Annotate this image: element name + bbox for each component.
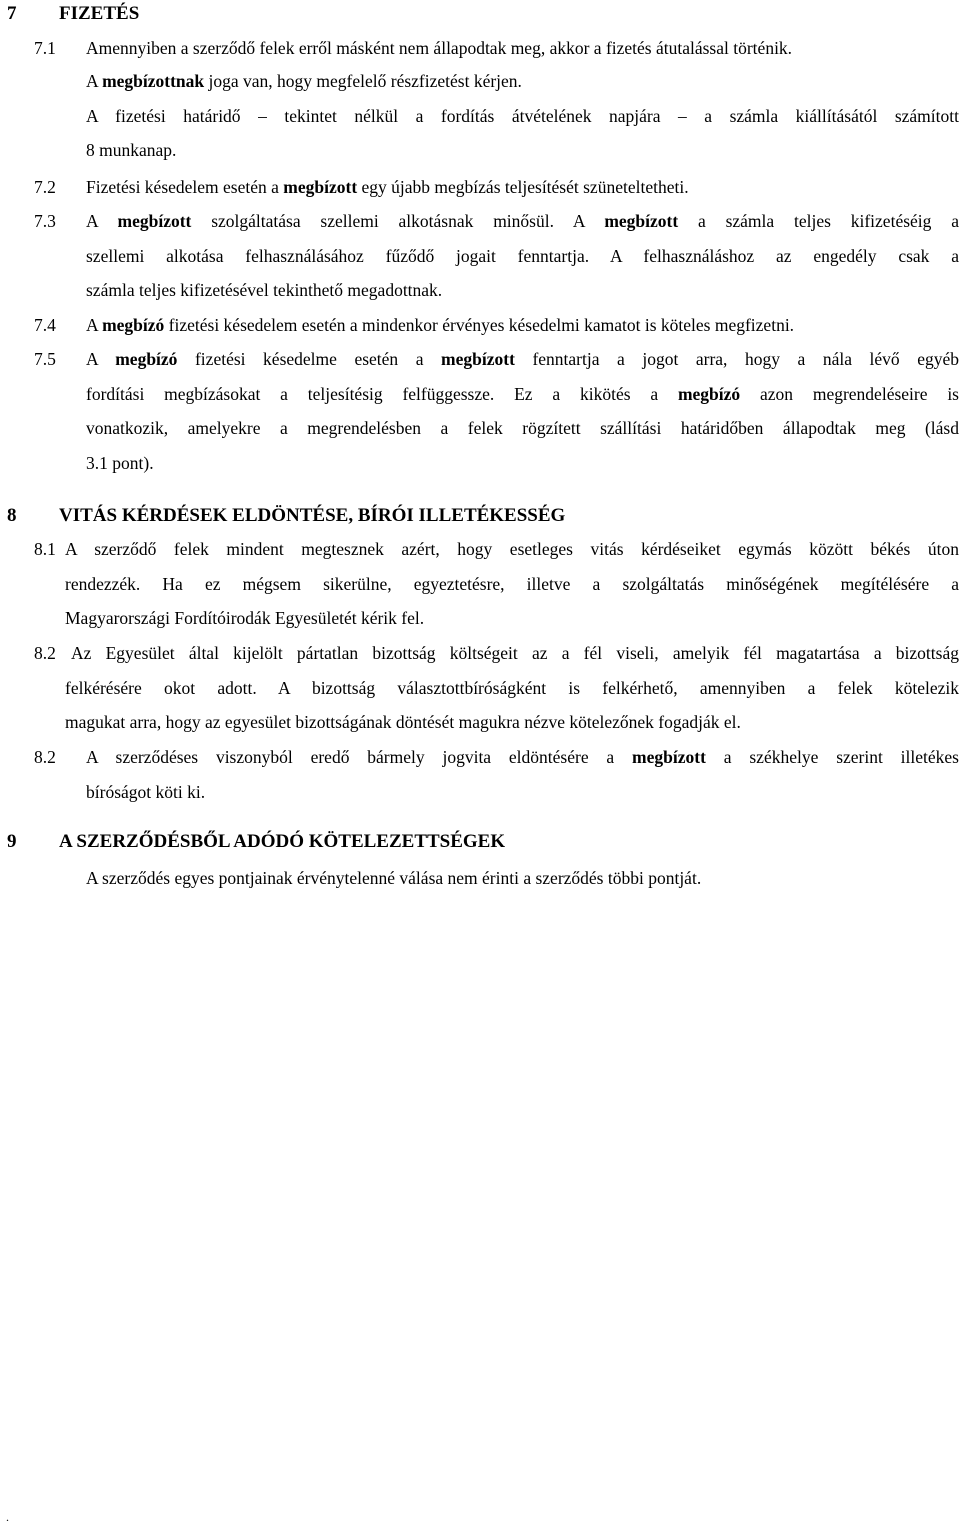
clause-line: A megbízó fizetési késedelme esetén a megbízott fenntartja a jogot arra, hogy a nála lévő egyéb bbox=[86, 349, 959, 369]
clause-line: 3.1 pont). bbox=[86, 452, 154, 473]
bold-term: megbízott bbox=[441, 349, 515, 369]
clause-line: A megbízó fizetési késedelem esetén a mindenkor érvényes késedelmi kamatot is köteles megfizetni. bbox=[86, 315, 795, 335]
clause-7-4 bbox=[34, 308, 959, 343]
clause-number: 8.1 bbox=[34, 539, 56, 559]
clause-line: fordítási megbízásokat a teljesítésig felfüggessze. Ez a kikötés a megbízó azon megrendeléseire is bbox=[86, 383, 959, 404]
clause-7-2 bbox=[34, 170, 959, 205]
bold-term: megbízott bbox=[117, 211, 192, 231]
clause-9-text bbox=[86, 861, 959, 896]
clause-line: bíróságot köti ki. bbox=[86, 781, 206, 802]
clause-number: 8.2 bbox=[34, 643, 56, 663]
clause-line: Magyarországi Fordítóirodák Egyesületét kérik fel. bbox=[65, 608, 425, 628]
clause-line: rendezzék. Ha ez mégsem sikerülne, egyeztetésre, illetve a szolgáltatás minőségének megítélésére a bbox=[65, 573, 959, 594]
clause-number: 7.3 bbox=[34, 211, 56, 231]
section-heading-9 bbox=[7, 828, 505, 856]
clause-line: szellemi alkotása felhasználásához fűződő jogait fenntartja. A felhasználáshoz az engedély csak a bbox=[86, 245, 959, 266]
clause-8-2 bbox=[34, 636, 959, 740]
clause-8-3 bbox=[34, 740, 959, 809]
section-title: VITÁS KÉRDÉSEK ELDÖNTÉSE, BÍRÓI ILLETÉKESSÉG bbox=[59, 505, 566, 526]
clause-line: Amennyiben a szerződő felek erről másként nem állapodtak meg, akkor a fizetés átutalással történik. bbox=[86, 38, 793, 58]
section-number: 7 bbox=[7, 3, 17, 24]
clause-line: vonatkozik, amelyekre a megrendelésben a felek rögzített szállítási határidőben állapodtak meg (lásd bbox=[86, 418, 959, 438]
clause-8-1 bbox=[34, 532, 959, 636]
section-number: 8 bbox=[7, 505, 17, 526]
clause-line: A megbízott szolgáltatása szellemi alkotásnak minősül. A megbízott a számla teljes kifizetéséig a bbox=[86, 211, 959, 231]
clause-line: 8 munkanap. bbox=[86, 140, 177, 160]
bold-term: megbízott bbox=[604, 211, 679, 231]
bold-term: megbízott bbox=[283, 177, 358, 197]
clause-number: 7.5 bbox=[34, 349, 56, 369]
section-title: FIZETÉS bbox=[59, 3, 140, 24]
clause-number: 7.4 bbox=[34, 315, 56, 335]
clause-7-1 bbox=[34, 31, 959, 66]
clause-line: felkérésére okot adott. A bizottság választottbíróságként is felkérhető, amennyiben a felek kötelezik bbox=[65, 677, 959, 698]
clause-7-5 bbox=[34, 342, 959, 480]
clause-line: számla teljes kifizetésével tekinthető megadottnak. bbox=[86, 280, 443, 300]
clause-number: 7.2 bbox=[34, 177, 56, 197]
section-heading-8 bbox=[7, 502, 565, 530]
bold-term: megbízott bbox=[632, 747, 706, 767]
clause-line: Az Egyesület által kijelölt pártatlan bizottság költségeit az a fél viseli, amelyik fél magatartása a bizottság bbox=[71, 643, 959, 663]
clause-number: 8.2 bbox=[34, 747, 56, 767]
clause-7-3 bbox=[34, 204, 959, 308]
clause-line: A szerződő felek mindent megtesznek azért, hogy esetleges vitás kérdéseiket egymás között békés úton bbox=[65, 539, 959, 559]
clause-7-1-cont bbox=[86, 64, 959, 168]
bold-term: megbízottnak bbox=[102, 71, 205, 91]
section-title: A SZERZŐDÉSBŐL ADÓDÓ KÖTELEZETTSÉGEK bbox=[59, 831, 506, 852]
bold-term: megbízó bbox=[115, 349, 178, 369]
section-number: 9 bbox=[7, 831, 17, 852]
section-heading-7 bbox=[7, 0, 139, 28]
bold-term: megbízó bbox=[102, 315, 165, 335]
clause-number: 7.1 bbox=[34, 38, 56, 58]
bold-term: megbízó bbox=[677, 383, 741, 404]
clause-line: A szerződéses viszonyból eredő bármely jogvita eldöntésére a megbízott a székhelye szerint illetékes bbox=[86, 747, 959, 767]
clause-line: Fizetési késedelem esetén a megbízott egy újabb megbízás teljesítését szüneteltetheti. bbox=[86, 177, 689, 197]
footer-mark: . bbox=[6, 1510, 9, 1524]
clause-line: A szerződés egyes pontjainak érvénytelenné válása nem érinti a szerződés többi pontját. bbox=[86, 868, 702, 888]
clause-line: magukat arra, hogy az egyesület bizottságának döntését magukra nézve kötelezőnek fogadják el. bbox=[65, 712, 741, 732]
clause-line: A fizetési határidő – tekintet nélkül a fordítás átvételének napjára – a számla kiállításától számított bbox=[86, 105, 959, 126]
clause-line: A megbízottnak joga van, hogy megfelelő részfizetést kérjen. bbox=[86, 71, 522, 91]
